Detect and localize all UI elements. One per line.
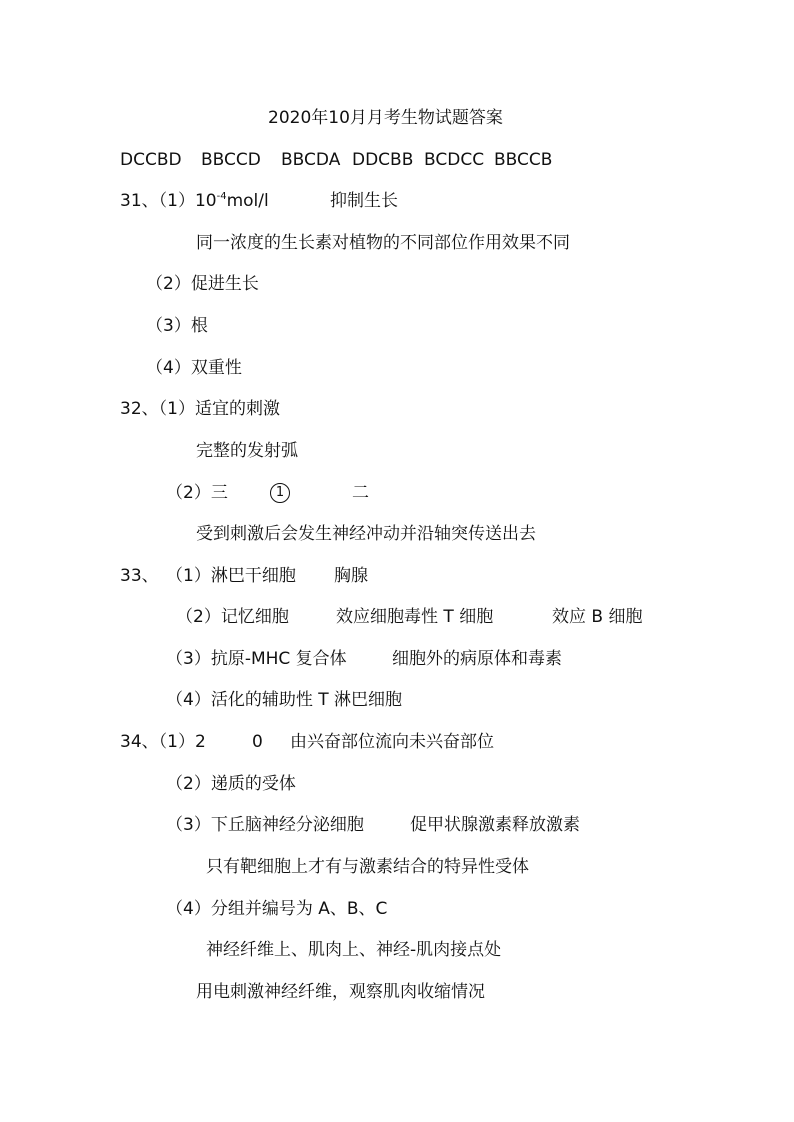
- q31-p1-base: 10: [194, 191, 217, 211]
- q33-p3-b: 细胞外的病原体和毒素: [392, 649, 562, 669]
- q34-p3-b: 促甲状腺激素释放激素: [410, 815, 580, 835]
- q34-line-1: [120, 731, 206, 753]
- q31-p1-unit: mol/l: [226, 191, 269, 211]
- q31-p1-answer-b: 抑制生长: [330, 191, 398, 211]
- q33-p1-a: （1）淋巴干细胞: [166, 566, 296, 586]
- q34-p3-note: 只有靶细胞上才有与激素结合的特异性受体: [206, 857, 529, 877]
- q33-p2-c: 效应 B 细胞: [552, 607, 643, 627]
- choice-group-4: DDCBB: [352, 150, 414, 170]
- q33-number: 33、: [120, 566, 159, 586]
- choice-group-1: DCCBD: [120, 150, 182, 170]
- q32-p2-answer-b: 二: [352, 483, 369, 503]
- q31-p1-exponent: -4: [216, 191, 227, 202]
- q31-p1-label: （1）: [158, 191, 195, 211]
- q34-p4-note-2: 用电刺激神经纤维，观察肌肉收缩情况: [196, 982, 485, 1002]
- circled-number: 1: [270, 483, 290, 503]
- q34-p1-label: （1）2: [158, 732, 206, 752]
- q34-p3-a: （3）下丘脑神经分泌细胞: [166, 815, 364, 835]
- q33-p4: （4）活化的辅助性 T 淋巴细胞: [166, 690, 403, 710]
- q34-p2: （2）递质的受体: [166, 774, 296, 794]
- q31-p4: （4）双重性: [146, 358, 242, 378]
- q33-p2-b: 效应细胞毒性 T 细胞: [336, 607, 494, 627]
- q31-number: 31、: [120, 191, 159, 211]
- choice-group-3: BBCDA: [281, 150, 341, 170]
- q32-p2-label: （2）三: [166, 483, 228, 503]
- q32-number: 32、: [120, 399, 159, 419]
- q34-number: 34、: [120, 732, 159, 752]
- q33-p2-a: （2）记忆细胞: [176, 607, 289, 627]
- page-title: 2020年10月月考生物试题答案: [268, 108, 503, 128]
- q34-p1-answer-b: 0: [252, 732, 263, 752]
- q31-p1-note: 同一浓度的生长素对植物的不同部位作用效果不同: [196, 233, 570, 253]
- q32-p1: （1）适宜的刺激: [158, 399, 280, 419]
- choice-group-5: BCDCC: [424, 150, 485, 170]
- q33-p1-b: 胸腺: [334, 566, 368, 586]
- choice-group-2: BBCCD: [201, 150, 261, 170]
- q34-p4: （4）分组并编号为 A、B、C: [166, 899, 388, 919]
- choice-group-6: BBCCB: [494, 150, 553, 170]
- q31-p2: （2）促进生长: [146, 274, 259, 294]
- q32-p2-circle: [270, 482, 290, 504]
- q34-p1-answer-c: 由兴奋部位流向未兴奋部位: [290, 732, 494, 752]
- q32-line-1: [120, 398, 280, 420]
- q32-p2-note: 受到刺激后会发生神经冲动并沿轴突传送出去: [196, 524, 536, 544]
- q34-p4-note-1: 神经纤维上、肌肉上、神经-肌肉接点处: [206, 940, 502, 960]
- q33-p3-a: （3）抗原-MHC 复合体: [166, 649, 347, 669]
- q32-p1-note: 完整的发射弧: [196, 441, 298, 461]
- q31-line-1: [120, 190, 269, 215]
- q31-p3: （3）根: [146, 316, 208, 336]
